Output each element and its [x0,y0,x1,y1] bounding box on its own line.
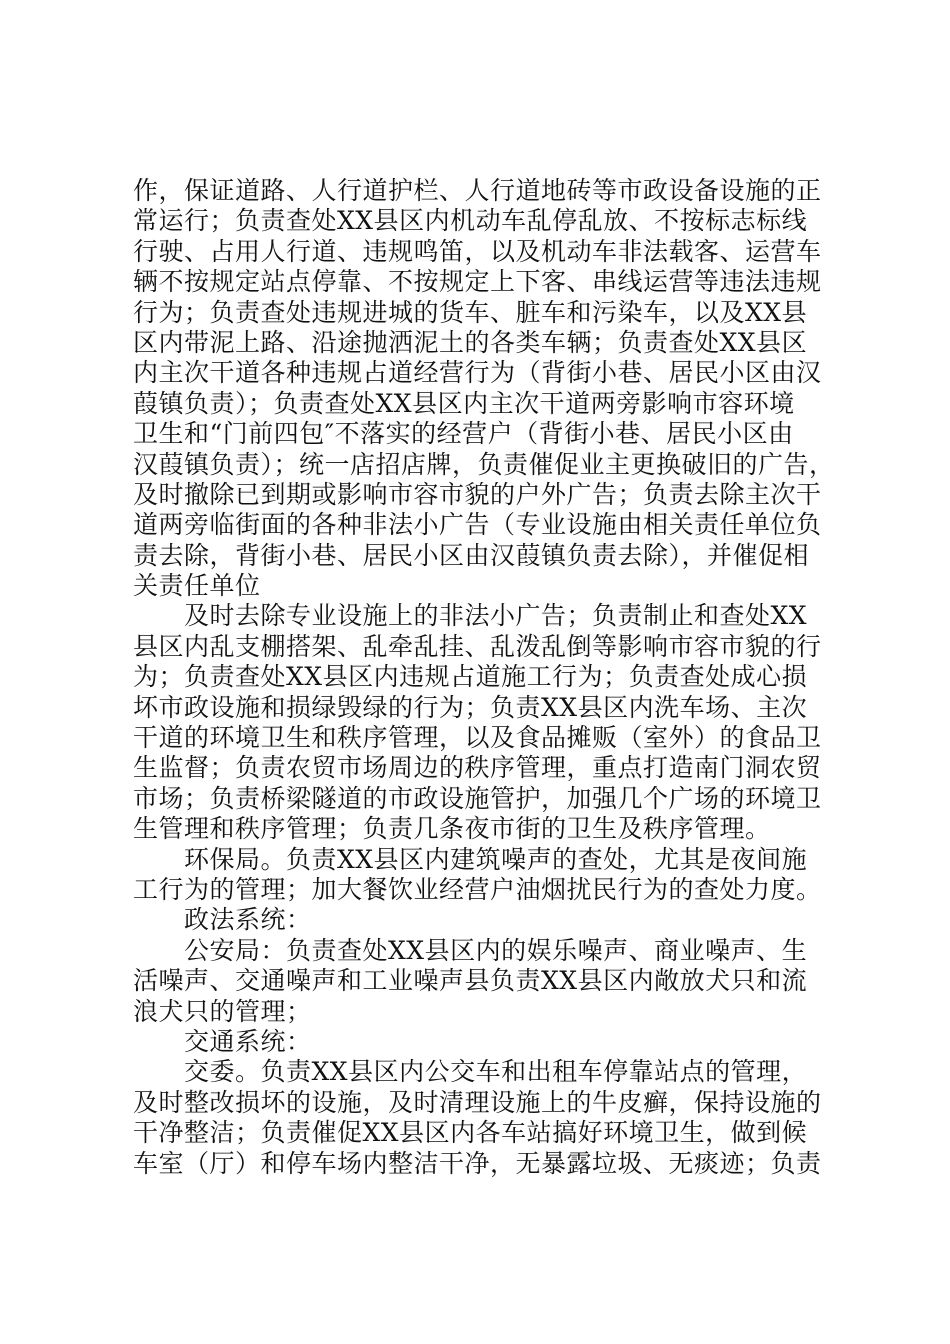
text-line: 辆不按规定站点停靠、不按规定上下客、串线运营等违法违规 [133,267,822,297]
text-line: 道两旁临街面的各种非法小广告（专业设施由相关责任单位负 [133,510,822,540]
text-line: 市场；负责桥梁隧道的市政设施管护，加强几个广场的环境卫 [133,783,822,813]
text-line: 生监督；负责农贸市场周边的秩序管理，重点打造南门洞农贸 [133,753,822,783]
text-line: 及时去除专业设施上的非法小广告；负责制止和查处XX [184,601,808,631]
text-line: 内主次干道各种违规占道经营行为（背街小巷、居民小区由汉 [133,358,822,388]
text-line: 作，保证道路、人行道护栏、人行道地砖等市政设备设施的正 [133,176,822,205]
text-line: 关责任单位 [133,571,261,601]
text-line: 葭镇负责）；负责查处XX县区内主次干道两旁影响市容环境 [133,388,795,418]
text-line: 生管理和秩序管理；负责几条夜市街的卫生及秩序管理。 [133,814,771,844]
text-line: 车室（厅）和停车场内整洁干净，无暴露垃圾、无痰迹；负责 [133,1148,822,1178]
text-line: 交通系统： [184,1026,312,1056]
text-line: 环保局。负责XX县区内建筑噪声的查处，尤其是夜间施 [184,844,808,874]
text-line: 常运行；负责查处XX县区内机动车乱停乱放、不按标志标线 [133,206,808,236]
text-line: 干道的环境卫生和秩序管理，以及食品摊贩（室外）的食品卫 [133,723,822,753]
text-line: 及时撤除已到期或影响市容市貌的户外广告；负责去除主次干 [133,479,822,509]
text-line: 公安局：负责查处XX县区内的娱乐噪声、商业噪声、生 [184,935,808,965]
text-line: 干净整洁；负责催促XX县区内各车站搞好环境卫生，做到候 [133,1118,808,1148]
text-line: 工行为的管理；加大餐饮业经营户油烟扰民行为的查处力度。 [133,874,822,904]
text-line: 区内带泥上路、沿途抛洒泥土的各类车辆；负责查处XX县区 [133,327,808,357]
text-line: 政法系统： [184,905,312,935]
text-line: 活噪声、交通噪声和工业噪声县负责XX县区内敞放犬只和流 [133,966,808,996]
text-line: 行驶、占用人行道、违规鸣笛，以及机动车非法载客、运营车 [133,236,822,266]
document-body [133,176,843,1179]
text-line: 县区内乱支棚搭架、乱牵乱挂、乱泼乱倒等影响市容市貌的行 [133,631,822,661]
text-line: 坏市政设施和损绿毁绿的行为；负责XX县区内洗车场、主次 [133,692,808,722]
text-line: 行为；负责查处违规进城的货车、脏车和污染车，以及XX县 [133,297,808,327]
text-line: 及时整改损坏的设施，及时清理设施上的牛皮癣，保持设施的 [133,1087,822,1117]
text-line: 交委。负责XX县区内公交车和出租车停靠站点的管理， [184,1057,808,1087]
text-line: 卫生和“门前四包″不落实的经营户（背街小巷、居民小区由 [133,419,794,449]
text-line: 浪犬只的管理； [133,996,312,1026]
text-line: 汉葭镇负责）；统一店招店牌，负责催促业主更换破旧的广告， [133,449,835,479]
text-line: 责去除，背街小巷、居民小区由汉葭镇负责去除），并催促相 [133,540,810,570]
text-line: 为；负责查处XX县区内违规占道施工行为；负责查处成心损 [133,662,808,692]
